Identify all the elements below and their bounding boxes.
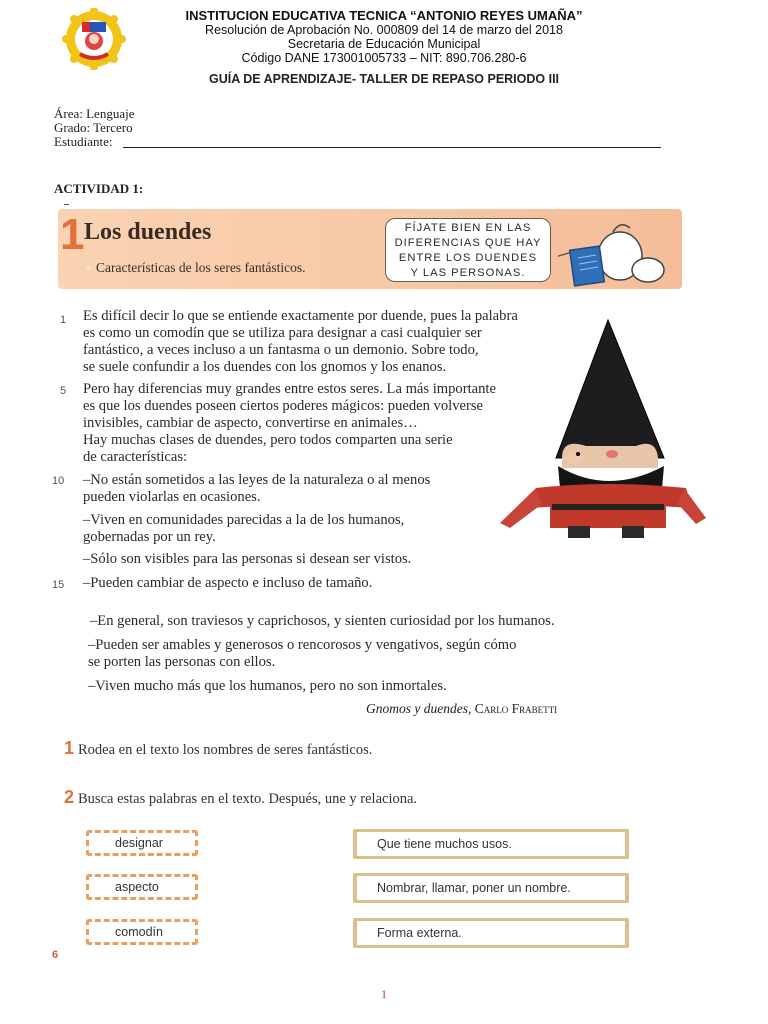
book-page-mark: 6	[52, 949, 59, 961]
text-line: fantástico, a veces incluso a un fantasma o un demonio. Sobre todo,	[83, 342, 479, 358]
speech-bubble	[385, 218, 551, 282]
bubble-line: ENTRE LOS DUENDES	[398, 252, 538, 264]
citation-author: , Carlo Frabetti	[467, 701, 558, 716]
task-number: 1	[64, 738, 75, 758]
text-line: –Viven mucho más que los humanos, pero no son inmortales.	[88, 678, 447, 694]
text-line: se suele confundir a los duendes con los gnomos y los enanos.	[83, 359, 447, 375]
dash-mark	[64, 204, 69, 205]
text-line: se porten las personas con ellos.	[88, 654, 276, 670]
text-line: –Pueden cambiar de aspecto e incluso de tamaño.	[83, 575, 373, 591]
task-2	[64, 787, 417, 808]
guide-title: GUÍA DE APRENDIZAJE- TALLER DE REPASO PERIODO III	[208, 72, 560, 86]
bubble-line: FÍJATE BIEN EN LAS	[404, 222, 532, 234]
task-text: Busca estas palabras en el texto. Después, une y relaciona.	[78, 791, 418, 807]
definition-box-1[interactable]: Que tiene muchos usos.	[353, 829, 629, 859]
citation-work: Gnomos y duendes	[366, 701, 468, 716]
text-line: –Pueden ser amables y generosos o rencorosos y vengativos, según cómo	[88, 637, 517, 653]
text-line: Es difícil decir lo que se entiende exactamente por duende, pues la palabra	[83, 308, 518, 324]
text-line: –No están sometidos a las leyes de la naturaleza o al menos	[83, 472, 431, 488]
secretary-line: Secretaria de Educación Municipal	[287, 37, 481, 51]
bubble-line: DIFERENCIAS QUE HAY	[394, 237, 542, 249]
bubble-line: Y LAS PERSONAS.	[410, 267, 526, 279]
gnome-illustration	[496, 318, 714, 540]
task-text: Rodea en el texto los nombres de seres fantásticos.	[78, 742, 373, 758]
lesson-number: 1	[60, 210, 85, 259]
text-line: Hay muchas clases de duendes, pero todos comparten una serie	[83, 432, 453, 448]
citation	[366, 701, 557, 717]
student-name-line[interactable]	[123, 147, 661, 148]
definition-box-2[interactable]: Nombrar, llamar, poner un nombre.	[353, 873, 629, 903]
institution-header	[160, 8, 608, 65]
activity-title: ACTIVIDAD 1:	[54, 181, 144, 196]
bullet-icon	[86, 266, 91, 271]
word-box-comodin[interactable]: comodín	[86, 919, 198, 945]
lesson-subtitle: Características de los seres fantásticos.	[96, 260, 306, 275]
institution-name: INSTITUCION EDUCATIVA TECNICA “ANTONIO REYES UMAÑA”	[185, 8, 583, 23]
definition-box-3[interactable]: Forma externa.	[353, 918, 629, 948]
resolution-line: Resolución de Aprobación No. 000809 del 14 de marzo del 2018	[205, 23, 563, 37]
text-line: –En general, son traviesos y caprichosos, y sienten curiosidad por los humanos.	[90, 613, 555, 629]
lesson-title: Los duendes	[84, 219, 212, 245]
grade-label: Grado: Tercero	[54, 120, 133, 135]
text-line: –Viven en comunidades parecidas a la de los humanos,	[83, 512, 405, 528]
text-line: Pero hay diferencias muy grandes entre estos seres. La más importante	[83, 381, 496, 397]
line-number: 1	[60, 314, 67, 326]
text-line: es como un comodín que se utiliza para designar a casi cualquier ser	[83, 325, 482, 341]
student-label: Estudiante:	[54, 134, 113, 149]
reading-character-icon	[558, 218, 668, 290]
text-line: pueden violarlas en ocasiones.	[83, 489, 261, 505]
area-label: Área: Lenguaje	[54, 106, 135, 121]
text-line: –Sólo son visibles para las personas si desean ser vistos.	[83, 551, 412, 567]
line-number: 15	[52, 579, 65, 591]
page-number: 1	[381, 987, 387, 1001]
task-number: 2	[64, 787, 75, 807]
word-box-aspecto[interactable]: aspecto	[86, 874, 198, 900]
text-line: gobernadas por un rey.	[83, 529, 216, 545]
school-logo	[58, 8, 130, 70]
word-box-designar[interactable]: designar	[86, 830, 198, 856]
code-line: Código DANE 173001005733 – NIT: 890.706.280-6	[241, 51, 527, 65]
line-number: 10	[52, 475, 65, 487]
text-line: es que los duendes poseen ciertos poderes mágicos: pueden volverse	[83, 398, 483, 414]
text-line: de características:	[83, 449, 188, 465]
text-line: invisibles, cambiar de aspecto, convertirse en animales…	[83, 415, 418, 431]
task-1	[64, 738, 372, 759]
line-number: 5	[60, 385, 67, 397]
